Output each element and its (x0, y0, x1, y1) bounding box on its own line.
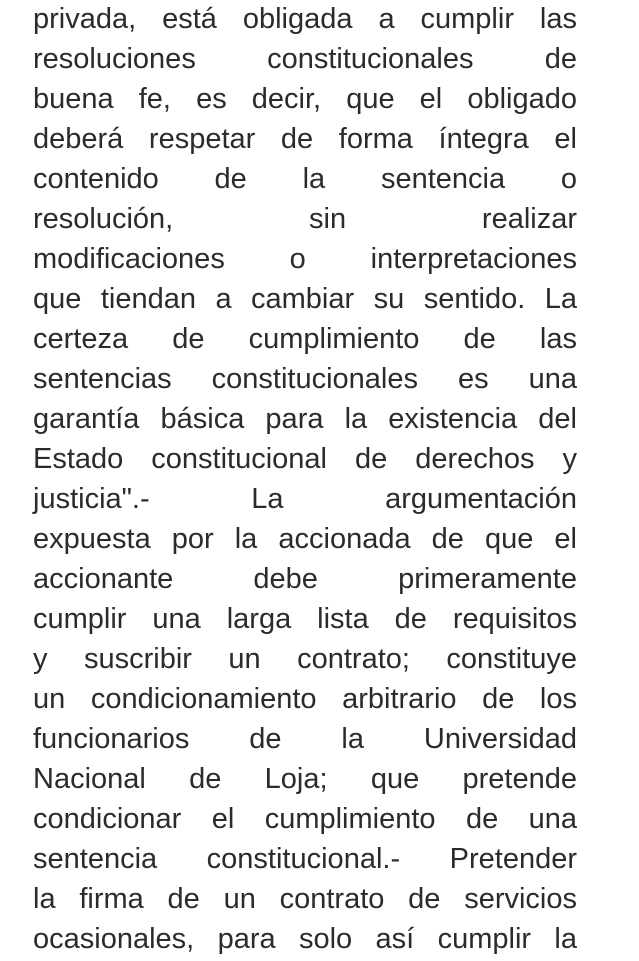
text-line: resolución, sin realizar (33, 203, 577, 235)
text-line: funcionarios de la Universidad (33, 723, 577, 755)
text-line: contenido de la sentencia o (33, 163, 577, 195)
text-line: certeza de cumplimiento de las (33, 323, 577, 355)
document-text (33, 0, 577, 959)
text-line: sentencia constitucional.- Pretender (33, 843, 577, 875)
text-line: cumplir una larga lista de requisitos (33, 603, 577, 635)
text-line: resoluciones constitucionales de (33, 43, 577, 75)
text-line: garantía básica para la existencia del (33, 403, 577, 435)
text-line: Estado constitucional de derechos y (33, 443, 577, 475)
text-line: condicionar el cumplimiento de una (33, 803, 577, 835)
text-line: sentencias constitucionales es una (33, 363, 577, 395)
text-line: Nacional de Loja; que pretende (33, 763, 577, 795)
text-line: privada, está obligada a cumplir las (33, 3, 577, 35)
text-line: accionante debe primeramente (33, 563, 577, 595)
text-line: ocasionales, para solo así cumplir la (33, 923, 577, 955)
text-line: buena fe, es decir, que el obligado (33, 83, 577, 115)
text-line: y suscribir un contrato; constituye (33, 643, 577, 675)
text-line: deberá respetar de forma íntegra el (33, 123, 577, 155)
text-line: justicia".- La argumentación (33, 483, 577, 515)
text-line: modificaciones o interpretaciones (33, 243, 577, 275)
text-line: expuesta por la accionada de que el (33, 523, 577, 555)
text-line: que tiendan a cambiar su sentido. La (33, 283, 577, 315)
text-line: un condicionamiento arbitrario de los (33, 683, 577, 715)
text-line: la firma de un contrato de servicios (33, 883, 577, 915)
